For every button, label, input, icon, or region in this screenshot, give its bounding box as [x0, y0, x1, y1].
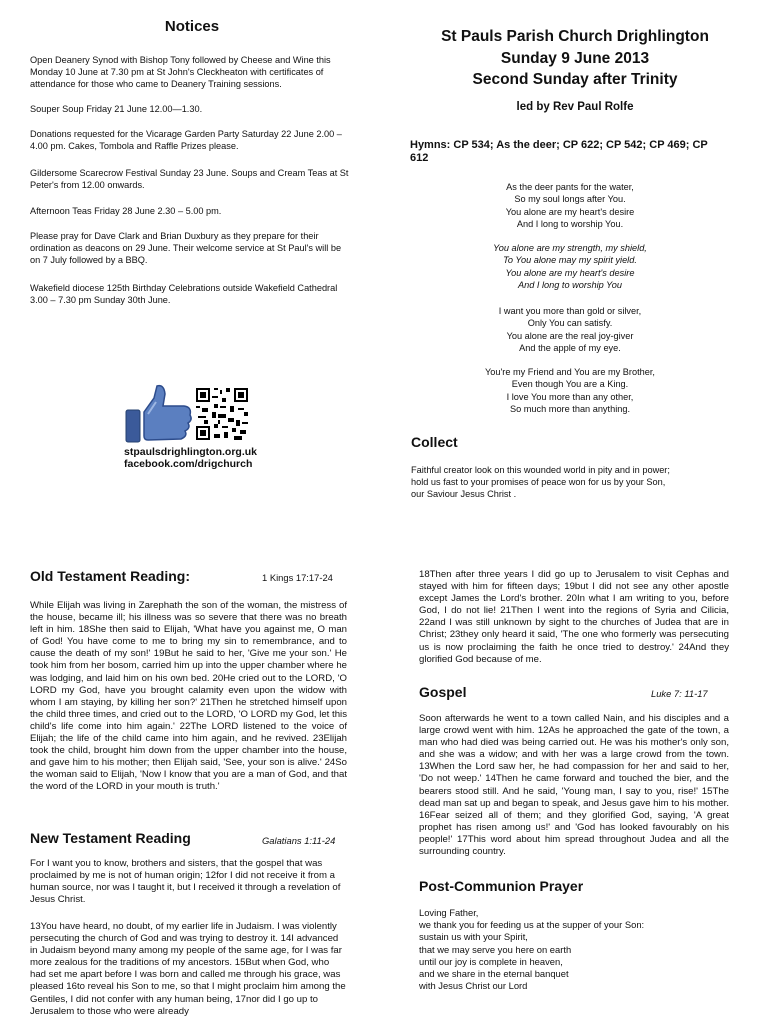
- gospel-reference: Luke 7: 11-17: [651, 688, 708, 699]
- notice-scarecrow-festival: Gildersome Scarecrow Festival Sunday 23 June. Soups and Cream Teas at St Peter's from 12.00 onwards.: [30, 168, 349, 190]
- notice-afternoon-teas: Afternoon Teas Friday 28 June 2.30 – 5.00 pm.: [30, 206, 222, 216]
- prayer-line: until our joy is complete in heaven,: [419, 955, 563, 967]
- song-line: I love You more than any other,: [506, 391, 634, 402]
- song-line: You alone are the real joy-giver: [506, 330, 634, 341]
- ot-reference: 1 Kings 17:17-24: [262, 572, 333, 583]
- song-line: And I long to worship You: [517, 280, 623, 291]
- song-line: You're my Friend and You are my Brother,: [485, 367, 655, 377]
- notice-diocese-celebration: Wakefield diocese 125th Birthday Celebrations outside Wakefield Cathedral 3.00 – 7.30 pm Sunday 30th June.: [30, 283, 338, 305]
- prayer-line: that we may serve you here on earth: [419, 943, 572, 955]
- notices-title: Notices: [164, 18, 220, 35]
- collect-text: [411, 464, 731, 501]
- song-line: So my soul longs after You.: [514, 194, 626, 205]
- service-occasion: Second Sunday after Trinity: [472, 71, 678, 88]
- postcommunion-text: [419, 907, 739, 992]
- song-line: So much more than anything.: [509, 404, 631, 415]
- gospel-text: Soon afterwards he went to a town called Nain, and his disciples and a large crowd went with him. 12As he approached the gate of the town, a man who had died was being carried out. He was his mother's only son, and she was a widow; and with her was a large crowd from the town. 13When the Lord saw her, he had compassion for her and said to her, 'Do not weep.' 14Then he came forward and touched the bier, and the bearers stood still. And he said, 'Young man, I say to you, rise!' 15The dead man sat up and began to speak, and Jesus gave him to his mother. 16Fear seized all of them; and they glorified God, saying, 'A great prophet has risen among us!' and 'God has looked favourably on his people!' 17This word about him spread throughout Judea and all the surrounding country.: [419, 713, 729, 858]
- facebook-link[interactable]: facebook.com/drigchurch: [124, 458, 253, 470]
- nt-reference: Galatians 1:11-24: [262, 835, 336, 846]
- song-verse-1: [410, 181, 730, 231]
- led-by: led by Rev Paul Rolfe: [516, 101, 634, 113]
- song-verse-2: [410, 305, 730, 355]
- song-line: Only You can satisfy.: [527, 318, 613, 329]
- collect-title: Collect: [411, 434, 458, 450]
- gospel-title: Gospel: [419, 684, 467, 700]
- notice-garden-party: Donations requested for the Vicarage Garden Party Saturday 22 June 2.00 – 4.00 pm. Cakes, Tombola and Raffle Prizes please.: [30, 129, 342, 151]
- notice-deanery-synod: Open Deanery Synod with Bishop Tony followed by Cheese and Wine this Monday 10 June at 7.30 pm at St John's Cleckheaton with certificates of attendance for those who came to Deanery Training sessions.: [30, 55, 331, 89]
- nt-text-part2: 13You have heard, no doubt, of my earlier life in Judaism. I was violently persecuting the church of God and was trying to destroy it. 14I advanced in Judaism beyond many among my people of the same age, for I was far more zealous for the traditions of my ancestors. 15But when God, who had set me apart before I was born and called me through his grace, was pleased 16to reveal his Son to me, so that I might proclaim him among the Gentiles, I did not confer with any human being, 17nor did I go up to Jerusalem to those who were already: [30, 921, 346, 1017]
- song-chorus: [410, 242, 730, 292]
- nt-text-part1: For I want you to know, brothers and sisters, that the gospel that was proclaimed by me is not of human origin; 12for I did not receive it from a human source, nor was I taught it, but I received it through a revelation of Jesus Christ.: [30, 858, 341, 906]
- collect-line: hold us fast to your promises of peace won for us by your Son,: [411, 477, 666, 488]
- qr-code: [194, 386, 250, 442]
- website-link[interactable]: stpaulsdrighlington.org.uk: [124, 446, 257, 458]
- song-line: You alone are my strength, my shield,: [493, 243, 647, 253]
- song-line: Even though You are a King.: [511, 379, 629, 390]
- facebook-like-icon: [124, 384, 194, 449]
- hymns-list: Hymns: CP 534; As the deer; CP 622; CP 542; CP 469; CP 612: [410, 139, 708, 164]
- ot-text: While Elijah was living in Zarephath the son of the woman, the mistress of the house, became ill; his illness was so severe that there was no breath left in him. 18She then said to Elijah, 'What have you against me, O man of God! You have come to me to bring my sin to remembrance, and to cause the death of my son!' 19But he said to her, 'Give me your son.' He took him from her bosom, carried him up into the upper chamber where he was lodging, and laid him on his own bed. 20He cried out to the LORD, 'O LORD my God, have you brought calamity even upon the widow with whom I am staying, by killing her son?' 21Then he stretched himself upon the child three times, and cried out to the LORD, 'O LORD my God, let this child's life come into him again.' 22The LORD listened to the voice of Elijah; the life of the child came into him again, and he revived. 23Elijah took the child, brought him down from the upper chamber into the house, and gave him to his mother; then Elijah said, 'See, your son is alive.' 24So the woman said to Elijah, 'Now I know that you are a man of God, and that the word of the LORD in your mouth is truth.': [30, 600, 347, 793]
- postcommunion-title: Post-Communion Prayer: [419, 878, 584, 894]
- nt-title: New Testament Reading: [30, 830, 191, 846]
- collect-line: our Saviour Jesus Christ .: [411, 489, 517, 500]
- web-links: [124, 446, 257, 470]
- ot-title: Old Testament Reading:: [30, 568, 190, 584]
- prayer-line: with Jesus Christ our Lord: [419, 980, 528, 992]
- notice-ordination-prayer: Please pray for Dave Clark and Brian Duxbury as they prepare for their ordination as deacons on 29 June. Their welcome service at St Paul's will be on 7 July followed by a BBQ.: [30, 231, 342, 265]
- prayer-line: Loving Father,: [419, 907, 479, 918]
- service-date: Sunday 9 June 2013: [500, 50, 650, 67]
- song-line: I want you more than gold or silver,: [498, 306, 642, 316]
- church-name: St Pauls Parish Church Drighlington: [441, 28, 709, 45]
- song-line: As the deer pants for the water,: [506, 182, 634, 192]
- prayer-line: and we share in the eternal banquet: [419, 968, 569, 980]
- song-verse-3: [410, 366, 730, 416]
- song-line: And the apple of my eye.: [519, 343, 621, 354]
- prayer-line: sustain us with your Spirit,: [419, 931, 528, 943]
- nt-text-part3: 18Then after three years I did go up to Jerusalem to visit Cephas and stayed with him for fifteen days; 19but I did not see any other apostle except James the Lord's brother. 20In what I am writing to you, before God, I do not lie! 21Then I went into the regions of Syria and Cilicia, 22and I was still unknown by sight to the churches of Judea that are in Christ; 23they only heard it said, 'The one who formerly was persecuting us is now proclaiming the faith he once tried to destroy.' 24And they glorified God because of me.: [419, 569, 729, 665]
- collect-line: Faithful creator look on this wounded world in pity and in power;: [411, 465, 670, 475]
- song-line: And I long to worship You.: [516, 219, 624, 230]
- notice-souper-soup: Souper Soup Friday 21 June 12.00—1.30.: [30, 104, 203, 114]
- song-line: You alone are my heart's desire: [505, 206, 635, 217]
- song-line: To You alone may my spirit yield.: [503, 255, 637, 266]
- prayer-line: we thank you for feeding us at the supper of your Son:: [419, 919, 645, 931]
- song-line: You alone are my heart's desire: [505, 267, 635, 278]
